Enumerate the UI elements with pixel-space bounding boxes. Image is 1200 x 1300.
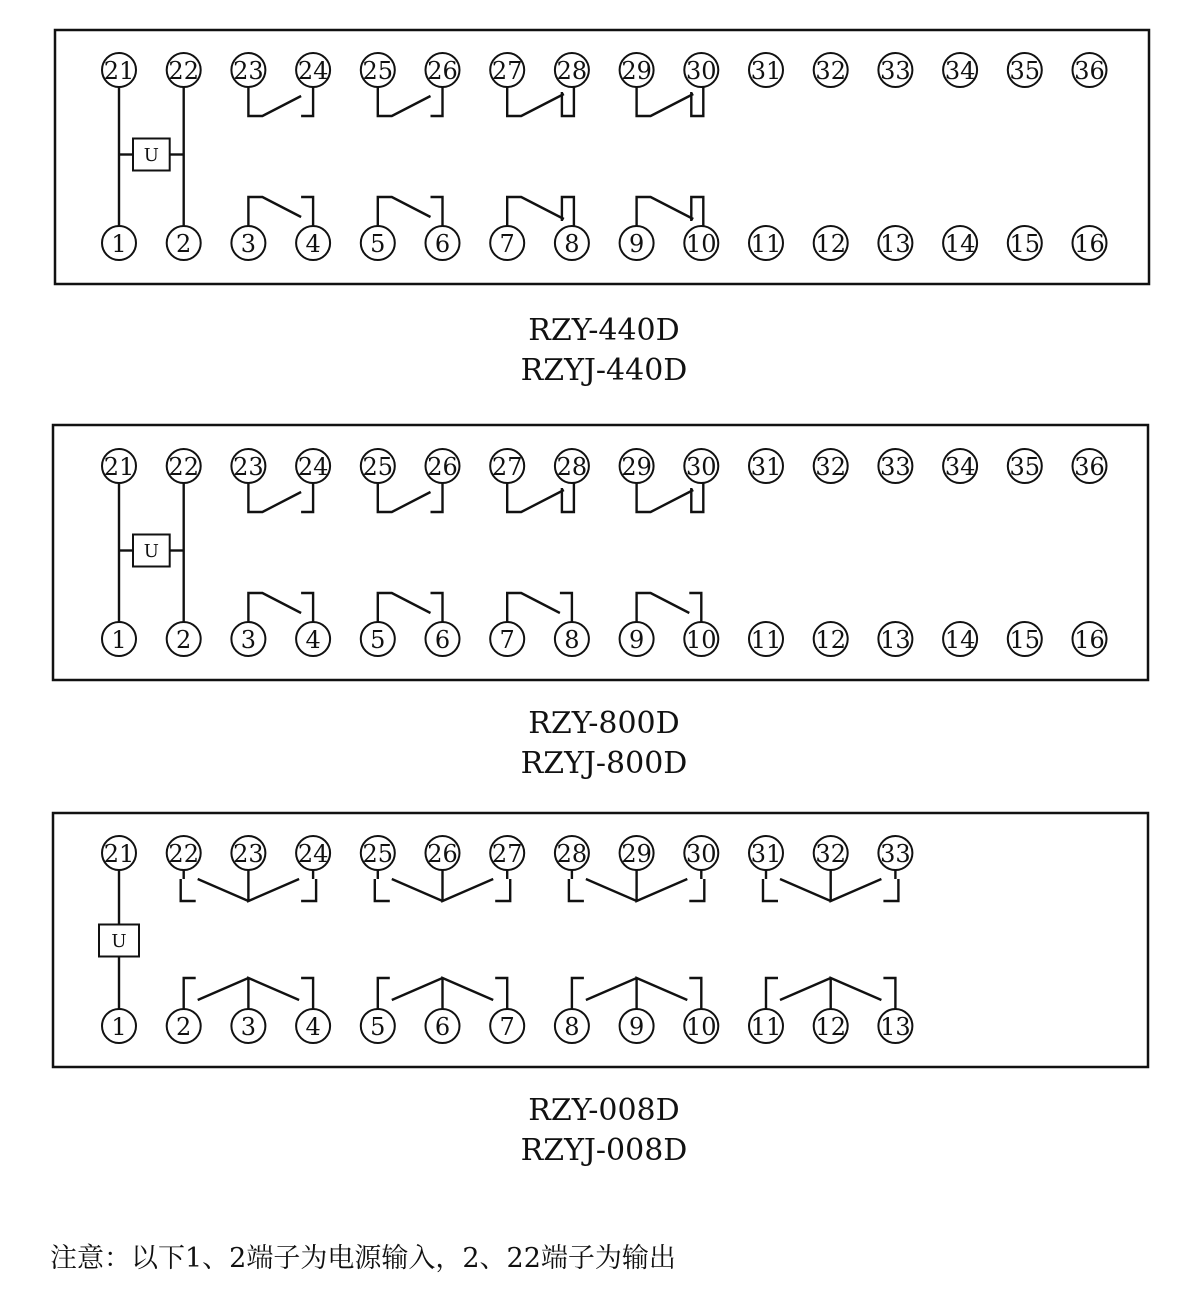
terminal-23	[231, 449, 265, 483]
terminal-21	[102, 836, 136, 870]
terminal-15	[1008, 226, 1042, 260]
terminal-number: 14	[944, 626, 976, 654]
contact-wire	[378, 593, 431, 622]
terminal-number: 32	[815, 453, 846, 481]
footnote: 注意：以下1、2端子为电源输入，2、22端子为输出	[50, 1243, 676, 1274]
terminal-29	[620, 836, 654, 870]
terminal-number: 22	[168, 453, 199, 481]
terminal-number: 2	[176, 1013, 192, 1041]
panel-frame	[55, 30, 1149, 284]
contact-wire	[572, 978, 584, 1009]
terminal-number: 27	[491, 453, 523, 481]
contact-wire	[507, 197, 564, 226]
contact-wire	[691, 483, 703, 512]
contact-wire	[443, 870, 494, 901]
terminal-number: 13	[880, 626, 911, 654]
terminal-number: 14	[944, 230, 976, 258]
terminal-26	[426, 449, 460, 483]
contact-wire	[378, 978, 390, 1009]
terminal-30	[684, 53, 718, 87]
terminal-3	[231, 1009, 265, 1043]
terminal-number: 3	[240, 626, 257, 654]
contact-wire	[637, 593, 690, 622]
terminal-number: 8	[564, 1013, 580, 1041]
terminal-number: 22	[168, 840, 199, 868]
contact-wire	[431, 87, 443, 116]
terminal-8	[555, 622, 589, 656]
terminal-number: 28	[556, 57, 588, 85]
terminal-number: 31	[750, 453, 782, 481]
terminal-5	[361, 226, 395, 260]
terminal-25	[361, 836, 395, 870]
contact-wire	[431, 593, 443, 622]
contact-wire	[883, 879, 898, 901]
terminal-8	[555, 1009, 589, 1043]
terminal-number: 15	[1009, 230, 1041, 258]
model-label: RZYJ-800D	[520, 746, 688, 781]
contact-wire	[248, 870, 299, 901]
terminal-number: 33	[880, 57, 911, 85]
terminal-number: 7	[499, 230, 515, 258]
terminal-28	[555, 449, 589, 483]
contact-wire	[637, 870, 688, 901]
terminal-31	[749, 836, 783, 870]
terminal-number: 2	[176, 230, 192, 258]
contact-wire	[378, 197, 431, 226]
contact-wire	[375, 879, 390, 901]
terminal-number: 25	[362, 453, 394, 481]
contact-wire	[378, 87, 431, 116]
terminal-9	[620, 226, 654, 260]
terminal-number: 21	[103, 453, 135, 481]
terminal-number: 3	[240, 230, 257, 258]
terminal-number: 1	[111, 1013, 127, 1041]
terminal-number: 30	[686, 840, 717, 868]
terminal-number: 11	[750, 626, 782, 654]
contact-wire	[637, 87, 694, 116]
terminal-number: 29	[621, 57, 652, 85]
terminal-number: 25	[362, 840, 394, 868]
terminal-number: 10	[686, 1013, 717, 1041]
contact-wire	[507, 87, 564, 116]
terminal-25	[361, 53, 395, 87]
terminal-31	[749, 53, 783, 87]
contact-wire	[562, 483, 574, 512]
contact-wire	[763, 879, 778, 901]
terminal-number: 9	[628, 1013, 645, 1041]
terminal-8	[555, 226, 589, 260]
contact-wire	[637, 978, 688, 1009]
model-label: RZY-800D	[528, 706, 680, 741]
terminal-22	[167, 53, 201, 87]
terminal-number: 13	[880, 1013, 911, 1041]
contact-wire	[831, 870, 882, 901]
model-label: RZYJ-008D	[520, 1133, 688, 1168]
terminal-13	[878, 1009, 912, 1043]
contact-wire	[883, 978, 895, 1009]
terminal-13	[878, 622, 912, 656]
terminal-11	[749, 622, 783, 656]
contact-wire	[507, 593, 560, 622]
contact-wire	[637, 483, 694, 512]
terminal-22	[167, 836, 201, 870]
terminal-1	[102, 226, 136, 260]
terminal-26	[426, 53, 460, 87]
terminal-12	[814, 622, 848, 656]
terminal-29	[620, 449, 654, 483]
terminal-3	[231, 622, 265, 656]
terminal-number: 33	[880, 453, 911, 481]
contact-wire	[507, 483, 564, 512]
terminal-number: 29	[621, 840, 652, 868]
contact-wire	[248, 593, 301, 622]
terminal-number: 10	[686, 230, 717, 258]
contact-wire	[301, 593, 313, 622]
terminal-number: 9	[628, 230, 645, 258]
terminal-27	[490, 53, 524, 87]
terminal-number: 4	[305, 1013, 321, 1041]
terminal-number: 4	[305, 230, 321, 258]
terminal-number: 7	[499, 1013, 515, 1041]
terminal-30	[684, 836, 718, 870]
contact-wire	[562, 197, 574, 226]
terminal-number: 30	[686, 57, 717, 85]
terminal-number: 31	[750, 840, 782, 868]
terminal-number: 27	[491, 57, 523, 85]
terminal-number: 27	[491, 840, 523, 868]
contact-wire	[431, 483, 443, 512]
terminal-27	[490, 836, 524, 870]
terminal-number: 25	[362, 57, 394, 85]
terminal-number: 5	[370, 230, 386, 258]
terminal-number: 35	[1009, 453, 1041, 481]
terminal-number: 23	[233, 453, 264, 481]
contact-wire	[495, 978, 507, 1009]
terminal-number: 31	[750, 57, 782, 85]
terminal-10	[684, 226, 718, 260]
terminal-number: 24	[297, 453, 329, 481]
terminal-number: 34	[944, 57, 976, 85]
coil-label: U	[111, 931, 127, 952]
terminal-26	[426, 836, 460, 870]
terminal-number: 29	[621, 453, 652, 481]
terminal-16	[1073, 622, 1107, 656]
terminal-2	[167, 622, 201, 656]
contact-wire	[689, 593, 701, 622]
terminal-21	[102, 449, 136, 483]
terminal-number: 23	[233, 57, 264, 85]
terminal-number: 12	[815, 626, 846, 654]
terminal-29	[620, 53, 654, 87]
terminal-number: 21	[103, 57, 135, 85]
terminal-24	[296, 449, 330, 483]
contact-wire	[586, 978, 637, 1000]
terminal-number: 7	[499, 626, 515, 654]
terminal-number: 11	[750, 230, 782, 258]
contact-wire	[181, 879, 196, 901]
terminal-24	[296, 53, 330, 87]
terminal-number: 5	[370, 1013, 386, 1041]
terminal-32	[814, 836, 848, 870]
terminal-number: 36	[1074, 57, 1105, 85]
terminal-5	[361, 622, 395, 656]
terminal-number: 4	[305, 626, 321, 654]
contact-wire	[562, 87, 574, 116]
terminal-number: 9	[628, 626, 645, 654]
terminal-number: 16	[1074, 230, 1105, 258]
coil-label: U	[143, 145, 159, 166]
terminal-number: 16	[1074, 626, 1105, 654]
terminal-6	[426, 226, 460, 260]
terminal-36	[1073, 53, 1107, 87]
terminal-number: 1	[111, 626, 127, 654]
panel-frame	[53, 425, 1148, 680]
terminal-number: 26	[427, 840, 458, 868]
terminal-2	[167, 226, 201, 260]
terminal-number: 5	[370, 626, 386, 654]
terminal-6	[426, 622, 460, 656]
terminal-6	[426, 1009, 460, 1043]
terminal-number: 28	[556, 840, 588, 868]
contact-wire	[443, 978, 494, 1009]
terminal-number: 36	[1074, 453, 1105, 481]
contact-wire	[392, 879, 443, 901]
terminal-1	[102, 622, 136, 656]
terminal-33	[878, 449, 912, 483]
terminal-35	[1008, 53, 1042, 87]
terminal-number: 33	[880, 840, 911, 868]
terminal-15	[1008, 622, 1042, 656]
terminal-number: 3	[240, 1013, 257, 1041]
terminal-4	[296, 622, 330, 656]
terminal-number: 6	[434, 230, 451, 258]
terminal-34	[943, 53, 977, 87]
terminal-23	[231, 836, 265, 870]
contact-wire	[691, 87, 703, 116]
contact-wire	[248, 197, 301, 226]
contact-wire	[301, 483, 313, 512]
contact-wire	[248, 87, 301, 116]
terminal-7	[490, 226, 524, 260]
terminal-number: 6	[434, 626, 451, 654]
terminal-number: 24	[297, 840, 329, 868]
contact-wire	[248, 483, 301, 512]
coil-u	[133, 535, 170, 567]
terminal-32	[814, 449, 848, 483]
contact-wire	[198, 978, 249, 1000]
terminal-31	[749, 449, 783, 483]
terminal-33	[878, 53, 912, 87]
terminal-3	[231, 226, 265, 260]
terminal-22	[167, 449, 201, 483]
coil-u	[133, 139, 170, 171]
terminal-number: 34	[944, 453, 976, 481]
contact-wire	[301, 879, 316, 901]
terminal-7	[490, 622, 524, 656]
terminal-number: 32	[815, 57, 846, 85]
contact-wire	[691, 197, 703, 226]
contact-wire	[586, 879, 637, 901]
contact-wire	[301, 87, 313, 116]
terminal-9	[620, 1009, 654, 1043]
contact-wire	[431, 197, 443, 226]
contact-wire	[248, 978, 299, 1009]
terminal-25	[361, 449, 395, 483]
contact-wire	[689, 879, 704, 901]
terminal-number: 32	[815, 840, 846, 868]
terminal-number: 12	[815, 1013, 846, 1041]
terminal-number: 1	[111, 230, 127, 258]
panel-rzy-800d	[53, 425, 1148, 781]
terminal-28	[555, 836, 589, 870]
contact-wire	[831, 978, 882, 1009]
terminal-number: 30	[686, 453, 717, 481]
terminal-5	[361, 1009, 395, 1043]
terminal-number: 8	[564, 626, 580, 654]
terminal-number: 23	[233, 840, 264, 868]
terminal-number: 28	[556, 453, 588, 481]
terminal-1	[102, 1009, 136, 1043]
contact-wire	[392, 978, 443, 1000]
coil-label: U	[143, 541, 159, 562]
terminal-27	[490, 449, 524, 483]
terminal-28	[555, 53, 589, 87]
terminal-10	[684, 1009, 718, 1043]
terminal-11	[749, 226, 783, 260]
terminal-35	[1008, 449, 1042, 483]
panel-rzy-440d	[55, 30, 1149, 388]
terminal-number: 35	[1009, 57, 1041, 85]
terminal-number: 15	[1009, 626, 1041, 654]
contact-wire	[637, 197, 694, 226]
terminal-7	[490, 1009, 524, 1043]
contact-wire	[301, 978, 313, 1009]
terminal-12	[814, 226, 848, 260]
terminal-33	[878, 836, 912, 870]
contact-wire	[495, 879, 510, 901]
terminal-number: 10	[686, 626, 717, 654]
terminal-14	[943, 622, 977, 656]
contact-wire	[780, 879, 831, 901]
terminal-2	[167, 1009, 201, 1043]
terminal-number: 21	[103, 840, 135, 868]
terminal-number: 26	[427, 453, 458, 481]
terminal-14	[943, 226, 977, 260]
contact-wire	[560, 593, 572, 622]
contact-wire	[301, 197, 313, 226]
terminal-24	[296, 836, 330, 870]
terminal-number: 11	[750, 1013, 782, 1041]
contact-wire	[689, 978, 701, 1009]
terminal-30	[684, 449, 718, 483]
terminal-10	[684, 622, 718, 656]
terminal-number: 24	[297, 57, 329, 85]
contact-wire	[780, 978, 831, 1000]
contact-wire	[198, 879, 249, 901]
terminal-4	[296, 1009, 330, 1043]
panel-rzy-008d	[53, 813, 1148, 1168]
terminal-16	[1073, 226, 1107, 260]
terminal-9	[620, 622, 654, 656]
coil-u	[99, 925, 139, 957]
panel-frame	[53, 813, 1148, 1067]
terminal-number: 8	[564, 230, 580, 258]
terminal-36	[1073, 449, 1107, 483]
contact-wire	[569, 879, 584, 901]
contact-wire	[378, 483, 431, 512]
terminal-34	[943, 449, 977, 483]
terminal-11	[749, 1009, 783, 1043]
model-label: RZY-008D	[528, 1093, 680, 1128]
terminal-number: 12	[815, 230, 846, 258]
terminal-21	[102, 53, 136, 87]
terminal-number: 13	[880, 230, 911, 258]
model-label: RZY-440D	[528, 313, 680, 348]
terminal-number: 26	[427, 57, 458, 85]
terminal-32	[814, 53, 848, 87]
terminal-4	[296, 226, 330, 260]
terminal-23	[231, 53, 265, 87]
terminal-13	[878, 226, 912, 260]
terminal-number: 22	[168, 57, 199, 85]
contact-wire	[184, 978, 196, 1009]
terminal-number: 2	[176, 626, 192, 654]
model-label: RZYJ-440D	[520, 353, 688, 388]
contact-wire	[766, 978, 778, 1009]
terminal-12	[814, 1009, 848, 1043]
terminal-number: 6	[434, 1013, 451, 1041]
